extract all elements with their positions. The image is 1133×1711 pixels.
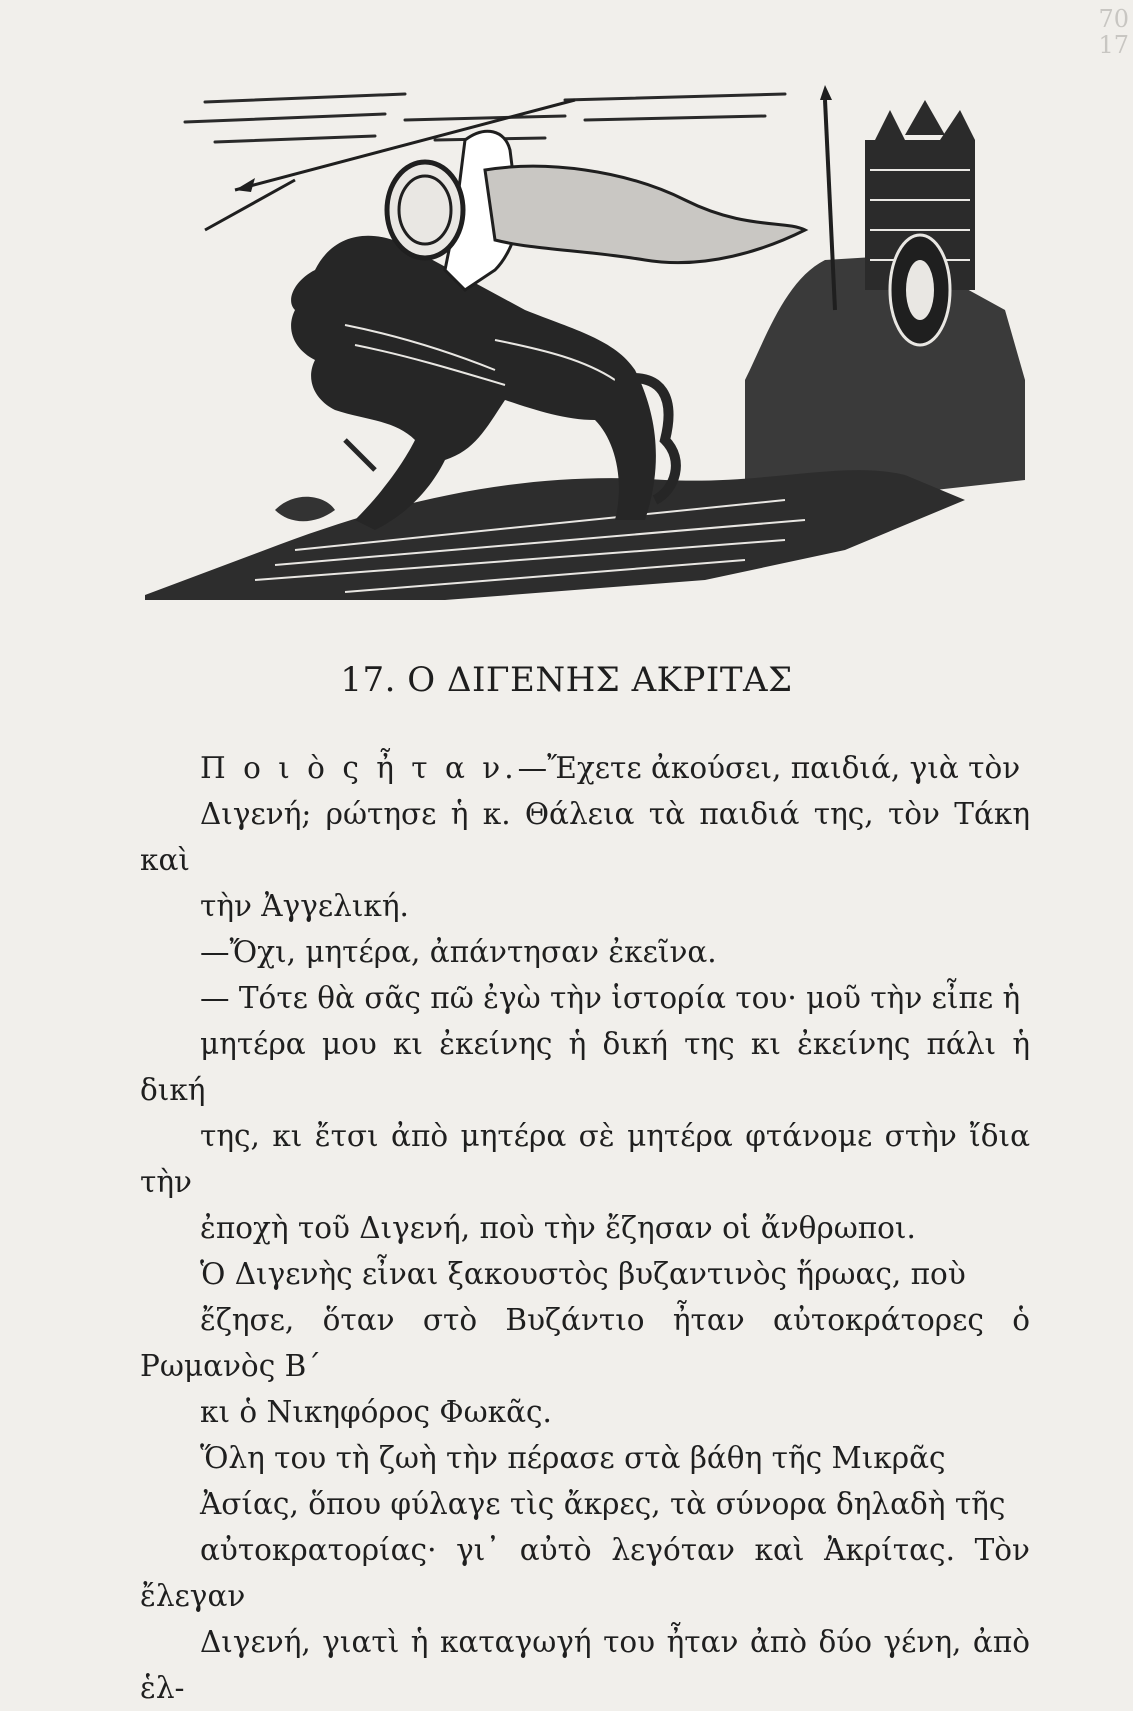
text-line: Διγενή; ρώτησε ἡ κ. Θάλεια τὰ παιδιά της, τὸν Τάκη καὶ <box>140 797 1030 877</box>
text-line: Ἀσίας, ὅπου φύλαγε τὶς ἄκρες, τὰ σύνορα δηλαδὴ τῆς <box>200 1487 1006 1521</box>
bleed-through-page-number <box>1098 6 1129 59</box>
text-line: —Ἔχετε ἀκούσει, παιδιά, γιὰ τὸν <box>517 751 1021 785</box>
paragraph-lead: Π ο ι ὸ ς ἦ τ α ν. <box>200 751 518 785</box>
paragraph <box>140 975 1030 1251</box>
text-line: μητέρα μου κι ἐκείνης ἡ δική της κι ἐκείνης πάλι ἡ δική <box>140 1027 1030 1107</box>
paragraph: —Ὄχι, μητέρα, ἀπάντησαν ἐκεῖνα. <box>200 935 717 969</box>
woodcut-illustration <box>145 80 1025 605</box>
chapter-number: 17. <box>340 660 396 700</box>
body-text <box>140 745 1030 1711</box>
paragraph <box>140 745 1030 929</box>
text-line: ἔζησε, ὅταν στὸ Βυζάντιο ἦταν αὐτοκράτορες ὁ Ρωμανὸς Β΄ <box>140 1303 1030 1383</box>
text-line: της, κι ἔτσι ἀπὸ μητέρα σὲ μητέρα φτάνομε στὴν ἴδια τὴν <box>140 1119 1030 1199</box>
rock-outcrop <box>745 255 1025 500</box>
text-line: κι ὁ Νικηφόρος Φωκᾶς. <box>200 1395 552 1429</box>
paragraph <box>140 1435 1030 1711</box>
ghost-page-number: 70 <box>1098 5 1129 33</box>
ghost-section-number: 17 <box>1098 31 1129 60</box>
text-line: ἐποχὴ τοῦ Διγενή, ποὺ τὴν ἔζησαν οἱ ἄνθρωποι. <box>200 1211 916 1245</box>
text-line: τὴν Ἀγγελική. <box>200 889 409 923</box>
text-line: Διγενή, γιατὶ ἡ καταγωγή του ἦταν ἀπὸ δύο γένη, ἀπὸ ἑλ- <box>140 1625 1030 1705</box>
text-line: αὐτοκρατορίας· γι᾿ αὐτὸ λεγόταν καὶ Ἀκρίτας. Τὸν ἔλεγαν <box>140 1533 1030 1613</box>
text-line: Ὅλη του τὴ ζωὴ τὴν πέρασε στὰ βάθη τῆς Μικρᾶς <box>200 1441 946 1475</box>
chapter-heading <box>0 660 1133 700</box>
text-line: Ὁ Διγενὴς εἶναι ξακουστὸς βυζαντινὸς ἥρωας, ποὺ <box>200 1257 966 1291</box>
chapter-title: Ο ΔΙΓΕΝΗΣ ΑΚΡΙΤΑΣ <box>407 660 793 700</box>
text-line: — Τότε θὰ σᾶς πῶ ἐγὼ τὴν ἱστορία του· μοῦ τὴν εἶπε ἡ <box>200 981 1021 1015</box>
hillside <box>145 470 965 600</box>
paragraph <box>140 1251 1030 1435</box>
horseman-woodcut-icon <box>205 100 805 530</box>
